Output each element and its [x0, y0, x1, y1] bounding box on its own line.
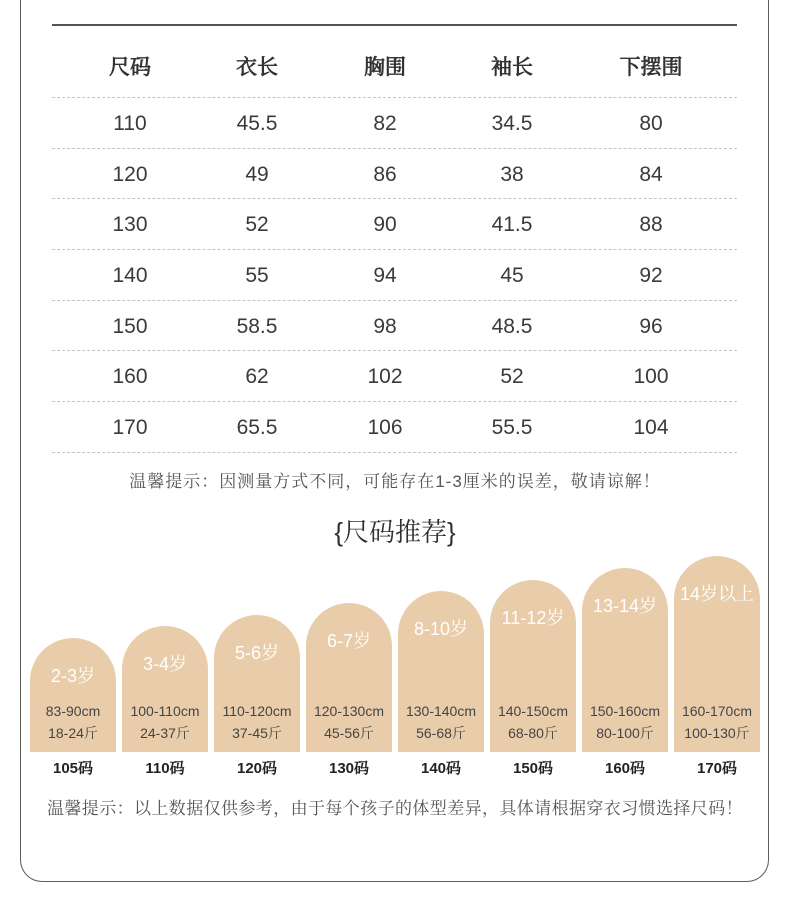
age-label: 5-6岁 [234, 642, 279, 663]
table-cell: 96 [639, 314, 663, 338]
table-cell: 48.5 [491, 314, 533, 338]
size-label: 105码 [52, 760, 94, 777]
table-cell: 52 [500, 365, 524, 389]
table-cell: 86 [373, 162, 397, 186]
table-cell: 88 [639, 213, 663, 237]
size-label: 110码 [145, 760, 185, 777]
table-cell: 94 [373, 263, 397, 287]
table-cell: 58.5 [236, 314, 278, 338]
table-cell: 55.5 [491, 415, 533, 439]
weight-range: 100-130斤 [684, 724, 750, 741]
table-cell: 55 [245, 263, 269, 287]
table-cell: 120 [112, 162, 148, 186]
weight-range: 80-100斤 [596, 724, 654, 741]
age-label: 2-3岁 [50, 666, 95, 686]
size-table-header [52, 26, 737, 98]
table-row [52, 402, 737, 453]
table-row [52, 301, 737, 352]
table-row [52, 98, 737, 149]
table-cell: 84 [639, 162, 663, 186]
size-label: 130码 [328, 760, 370, 777]
column-header: 胸围 [364, 55, 406, 79]
weight-range: 45-56斤 [324, 724, 374, 741]
table-cell: 41.5 [491, 213, 533, 237]
table-cell: 82 [373, 111, 397, 135]
table-cell: 100 [633, 365, 669, 389]
table-cell: 49 [245, 162, 269, 186]
size-table [52, 26, 737, 453]
size-label: 170码 [696, 760, 738, 777]
table-cell: 65.5 [236, 415, 278, 439]
table-cell: 160 [112, 365, 148, 389]
table-row [52, 351, 737, 402]
height-range: 140-150cm [497, 703, 569, 719]
size-label: 150码 [512, 760, 554, 777]
size-table-body [52, 98, 737, 453]
table-cell: 170 [112, 415, 148, 439]
weight-range: 18-24斤 [48, 725, 98, 741]
column-header: 下摆围 [619, 55, 683, 79]
table-cell: 80 [639, 111, 663, 135]
measurement-note: 温馨提示：因测量方式不同，可能存在1-3厘米的误差，敬请谅解！ [129, 472, 661, 491]
size-label: 160码 [604, 760, 646, 777]
age-label: 3-4岁 [142, 654, 187, 675]
height-range: 100-110cm [130, 702, 200, 719]
age-label: 6-7岁 [326, 630, 371, 651]
age-label: 8-10岁 [413, 619, 469, 640]
height-range: 83-90cm [45, 703, 101, 719]
table-cell: 104 [633, 415, 669, 439]
table-cell: 110 [113, 111, 147, 135]
age-label: 14岁以上 [679, 584, 755, 605]
table-cell: 130 [112, 213, 148, 237]
age-label: 11-12岁 [501, 607, 565, 628]
column-header: 衣长 [236, 55, 278, 79]
recommendation-title: {尺码推荐} [334, 517, 456, 547]
height-range: 110-120cm [222, 702, 292, 719]
table-cell: 140 [112, 263, 148, 287]
table-cell: 102 [367, 365, 403, 389]
table-cell: 52 [245, 213, 269, 237]
size-label: 120码 [236, 760, 278, 777]
weight-range: 68-80斤 [508, 725, 558, 741]
table-row [52, 199, 737, 250]
column-header: 尺码 [109, 55, 151, 79]
height-range: 130-140cm [405, 702, 477, 719]
size-label: 140码 [420, 760, 462, 777]
column-header: 袖长 [491, 55, 533, 79]
height-range: 150-160cm [589, 702, 661, 719]
height-range: 160-170cm [681, 702, 753, 719]
table-cell: 45.5 [236, 111, 278, 135]
weight-range: 37-45斤 [232, 724, 282, 741]
weight-range: 56-68斤 [416, 724, 466, 741]
table-cell: 38 [500, 162, 524, 186]
table-row [52, 250, 737, 301]
table-cell: 34.5 [491, 111, 533, 135]
table-cell: 92 [639, 263, 663, 287]
age-label: 13-14岁 [592, 595, 658, 616]
height-range: 120-130cm [313, 702, 385, 719]
footer-note: 温馨提示：以上数据仅供参考，由于每个孩子的体型差异，具体请根据穿衣习惯选择尺码！ [47, 799, 743, 818]
table-cell: 106 [367, 415, 403, 439]
table-row [52, 149, 737, 200]
table-cell: 62 [245, 365, 269, 389]
weight-range: 24-37斤 [140, 724, 190, 741]
table-cell: 150 [112, 314, 148, 338]
table-cell: 90 [373, 213, 397, 237]
table-cell: 98 [373, 314, 397, 338]
table-cell: 45 [500, 263, 524, 287]
